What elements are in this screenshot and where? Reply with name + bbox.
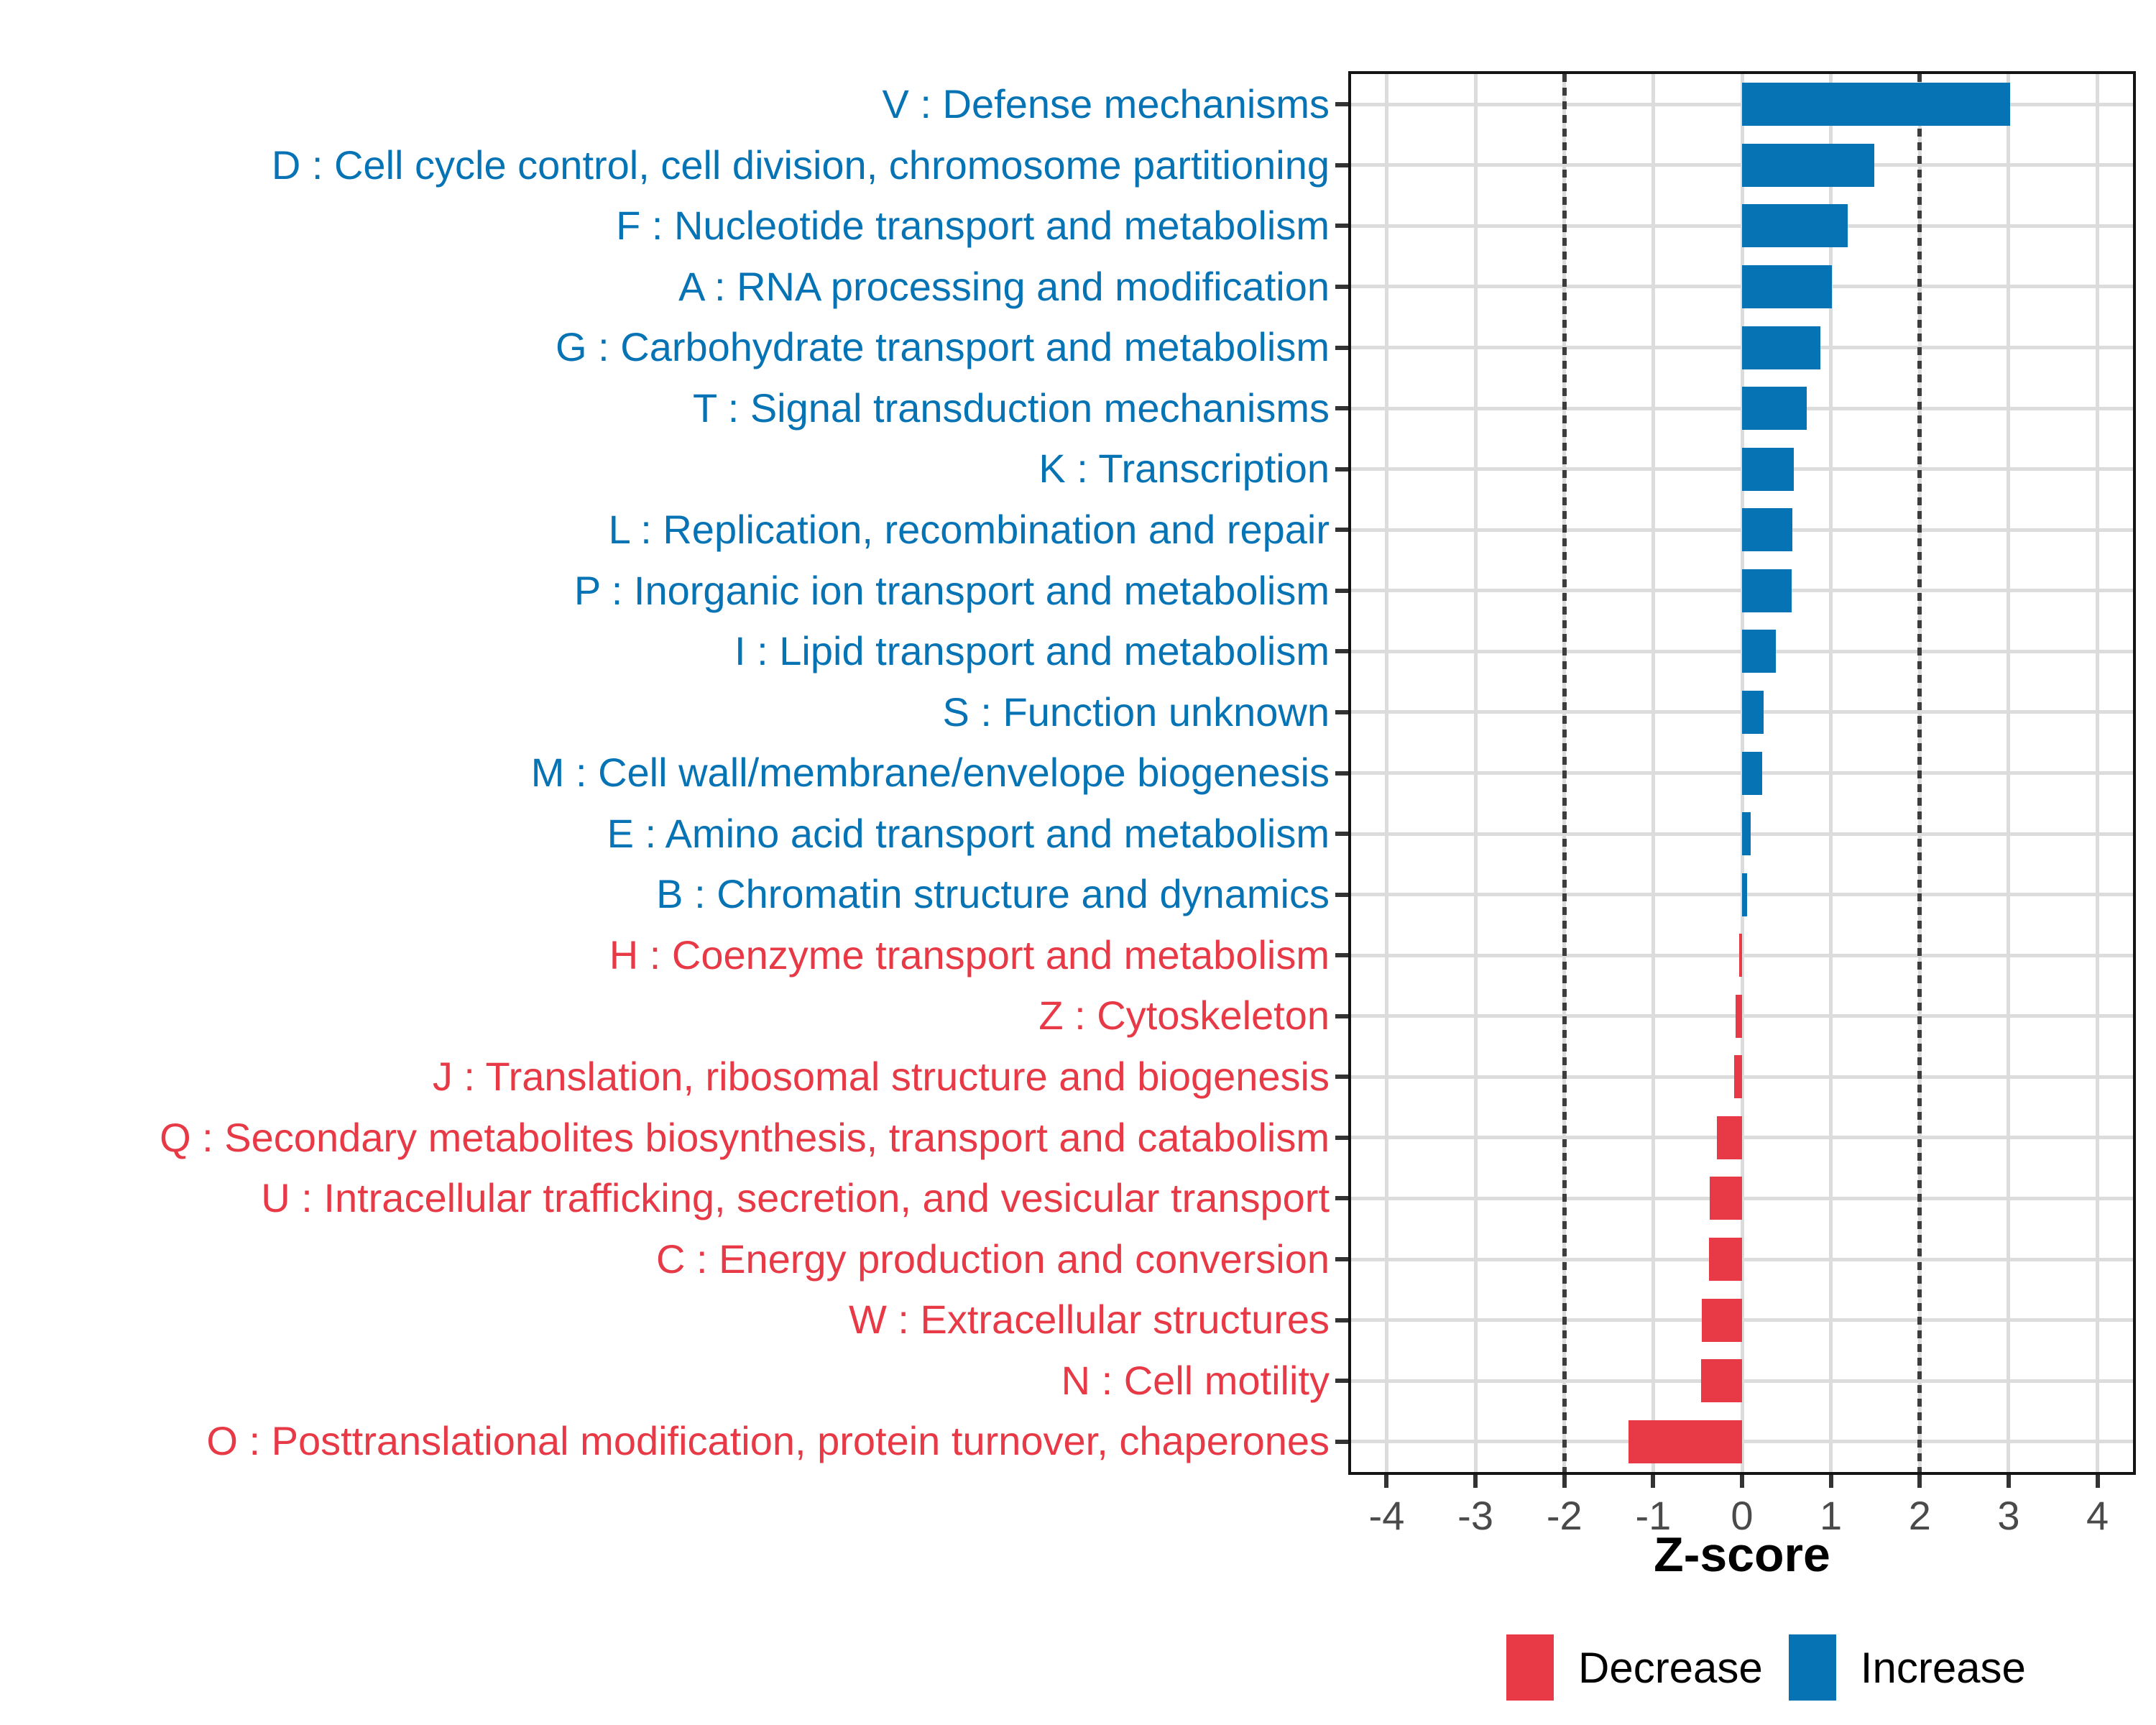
- x-tick: [1473, 1475, 1478, 1488]
- gridline-y: [1351, 1318, 2133, 1322]
- y-axis-label: L : Replication, recombination and repair: [608, 506, 1330, 552]
- y-axis-label: W : Extracellular structures: [848, 1297, 1330, 1343]
- y-axis-label: M : Cell wall/membrane/envelope biogenesis: [530, 750, 1330, 796]
- bar: [1742, 873, 1747, 916]
- y-axis-label: S : Function unknown: [942, 689, 1330, 735]
- legend-item-decrease: [1506, 1634, 1763, 1701]
- y-tick: [1335, 1014, 1348, 1018]
- y-axis-label: O : Posttranslational modification, protein turnover, chaperones: [206, 1418, 1330, 1464]
- x-tick-label: 1: [1820, 1493, 1843, 1538]
- y-axis-label: Q : Secondary metabolites biosynthesis, transport and catabolism: [160, 1114, 1330, 1160]
- y-axis-label: T : Signal transduction mechanisms: [692, 385, 1330, 431]
- y-axis-label: C : Energy production and conversion: [656, 1236, 1330, 1282]
- x-tick-label: -2: [1546, 1493, 1583, 1538]
- y-tick: [1335, 163, 1348, 167]
- legend-item-increase: [1789, 1634, 2026, 1701]
- y-tick: [1335, 1136, 1348, 1140]
- gridline-y: [1351, 1014, 2133, 1018]
- plot-panel: [1348, 71, 2136, 1475]
- x-tick: [1562, 1475, 1567, 1488]
- y-tick: [1335, 1318, 1348, 1322]
- bar: [1742, 752, 1762, 795]
- y-axis-label: A : RNA processing and modification: [678, 263, 1330, 309]
- legend-swatch-increase: [1789, 1634, 1836, 1701]
- y-tick: [1335, 589, 1348, 593]
- y-tick: [1335, 893, 1348, 897]
- y-axis-label: E : Amino acid transport and metabolism: [607, 810, 1330, 856]
- x-tick: [1829, 1475, 1833, 1488]
- y-tick: [1335, 102, 1348, 106]
- y-tick: [1335, 1196, 1348, 1200]
- x-tick-label: 2: [1908, 1493, 1931, 1538]
- x-tick: [2096, 1475, 2100, 1488]
- y-tick: [1335, 649, 1348, 653]
- y-tick: [1335, 285, 1348, 289]
- y-axis-label: B : Chromatin structure and dynamics: [656, 871, 1330, 917]
- bar: [1739, 934, 1742, 977]
- bar: [1710, 1177, 1742, 1220]
- refline--2: [1562, 74, 1567, 1472]
- bar: [1742, 691, 1764, 734]
- y-tick: [1335, 1440, 1348, 1444]
- legend-swatch-decrease: [1506, 1634, 1554, 1701]
- gridline-y: [1351, 954, 2133, 957]
- y-tick: [1335, 528, 1348, 532]
- x-tick: [2007, 1475, 2011, 1488]
- y-tick: [1335, 953, 1348, 957]
- bar: [1742, 265, 1832, 308]
- y-axis-label: K : Transcription: [1038, 446, 1330, 492]
- legend-label: Decrease: [1578, 1643, 1763, 1692]
- y-tick: [1335, 467, 1348, 472]
- gridline-y: [1351, 1258, 2133, 1261]
- x-tick: [1917, 1475, 1922, 1488]
- y-tick: [1335, 406, 1348, 410]
- bar: [1742, 448, 1794, 491]
- bar: [1734, 1055, 1742, 1098]
- gridline-y: [1351, 1440, 2133, 1443]
- bar: [1742, 83, 2010, 126]
- y-axis-label: U : Intracellular trafficking, secretion, and vesicular transport: [261, 1175, 1330, 1221]
- y-axis-label: V : Defense mechanisms: [882, 81, 1330, 126]
- bar: [1702, 1299, 1742, 1342]
- x-tick-label: -4: [1368, 1493, 1405, 1538]
- gridline-y: [1351, 1197, 2133, 1200]
- x-tick: [1651, 1475, 1655, 1488]
- y-tick: [1335, 710, 1348, 714]
- x-tick-label: 4: [2086, 1493, 2109, 1538]
- bar: [1742, 569, 1792, 612]
- bar: [1742, 387, 1807, 430]
- bar: [1742, 508, 1792, 551]
- x-tick-label: -1: [1635, 1493, 1672, 1538]
- x-tick: [1740, 1475, 1744, 1488]
- y-axis-label: P : Inorganic ion transport and metabolism: [573, 567, 1330, 613]
- gridline-y: [1351, 1379, 2133, 1383]
- y-axis-label: I : Lipid transport and metabolism: [734, 628, 1330, 674]
- bar: [1742, 204, 1848, 247]
- y-axis-label: J : Translation, ribosomal structure and biogenesis: [432, 1054, 1330, 1100]
- y-axis-label: H : Coenzyme transport and metabolism: [609, 932, 1330, 978]
- y-axis-label: Z : Cytoskeleton: [1038, 993, 1330, 1039]
- y-tick: [1335, 1075, 1348, 1079]
- x-tick: [1384, 1475, 1388, 1488]
- refline-2: [1917, 74, 1922, 1472]
- y-tick: [1335, 832, 1348, 836]
- y-tick: [1335, 346, 1348, 350]
- bar: [1709, 1238, 1742, 1281]
- bar: [1742, 326, 1820, 369]
- y-axis-label: F : Nucleotide transport and metabolism: [616, 203, 1330, 249]
- y-tick: [1335, 224, 1348, 228]
- legend: [1506, 1632, 2026, 1703]
- bar: [1717, 1116, 1742, 1159]
- bar: [1742, 630, 1776, 673]
- x-tick-label: 0: [1731, 1493, 1754, 1538]
- y-tick: [1335, 1379, 1348, 1383]
- y-tick: [1335, 771, 1348, 776]
- bar: [1742, 144, 1874, 187]
- gridline-y: [1351, 1075, 2133, 1079]
- gridline-y: [1351, 1136, 2133, 1139]
- bar: [1736, 995, 1742, 1038]
- y-tick: [1335, 1257, 1348, 1261]
- bar: [1628, 1420, 1742, 1463]
- bar: [1742, 812, 1751, 855]
- x-axis-title: Z-score: [1654, 1527, 1830, 1582]
- x-tick-label: -3: [1457, 1493, 1493, 1538]
- x-tick-label: 3: [1997, 1493, 2020, 1538]
- bar: [1701, 1359, 1742, 1402]
- y-axis-label: D : Cell cycle control, cell division, chromosome partitioning: [271, 142, 1330, 188]
- legend-label: Increase: [1860, 1643, 2026, 1692]
- y-axis-label: N : Cell motility: [1061, 1357, 1330, 1403]
- y-axis-label: G : Carbohydrate transport and metabolism: [556, 324, 1330, 370]
